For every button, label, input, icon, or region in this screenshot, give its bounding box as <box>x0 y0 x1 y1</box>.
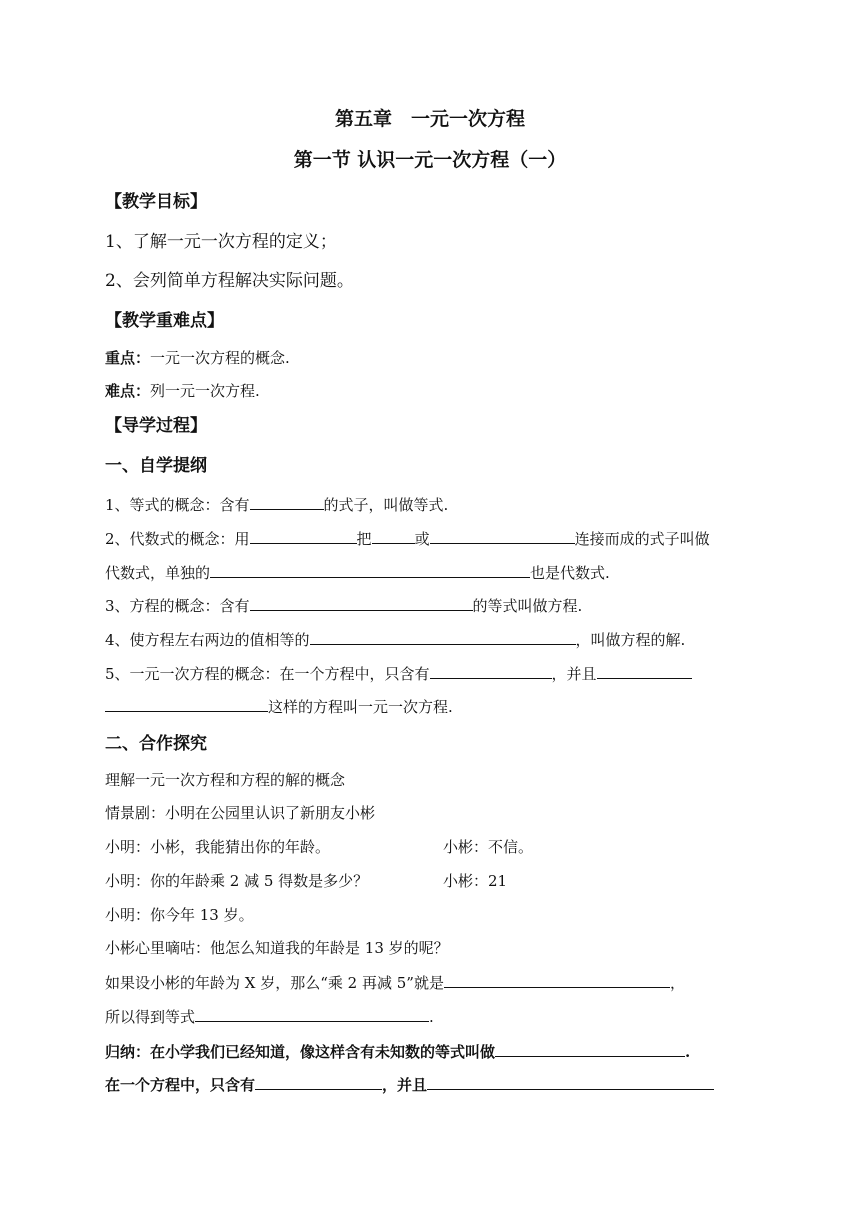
dialogue-5 <box>105 972 685 993</box>
question-1-text-a: 1、等式的概念：含有 <box>105 496 250 514</box>
answer-blank[interactable] <box>195 1006 429 1022</box>
question-2-text-d: 连接而成的式子叫做 <box>574 530 710 548</box>
dialogue-5-text-a: 如果设小彬的年龄为 X 岁，那么“乘 2 再减 5”就是 <box>105 974 444 992</box>
answer-blank[interactable] <box>250 528 357 544</box>
difficulty-text: 列一元一次方程. <box>150 382 260 400</box>
dialogue-2-right: 小彬：21 <box>443 872 508 890</box>
question-2-text-a: 2、代数式的概念：用 <box>105 530 250 548</box>
answer-blank[interactable] <box>255 1074 382 1090</box>
answer-blank[interactable] <box>430 528 575 544</box>
key-point-label: 重点： <box>105 349 151 367</box>
question-2-text-f: 也是代数式. <box>530 564 610 582</box>
goal-item-1: 1、了解一元一次方程的定义； <box>105 232 337 252</box>
dialogue-1-right: 小彬：不信。 <box>443 838 534 856</box>
question-4-text-a: 4、使方程左右两边的值相等的 <box>105 631 310 649</box>
dialogue-1-left: 小明：小彬，我能猜出你的年龄。 <box>105 838 331 856</box>
answer-blank[interactable] <box>310 629 576 645</box>
dialogue-5-text-b: ， <box>669 974 685 992</box>
dialogue-3: 小明：你今年 13 岁。 <box>105 906 254 924</box>
dialogue-6 <box>105 1006 434 1027</box>
answer-blank[interactable] <box>250 595 473 611</box>
question-3-text-a: 3、方程的概念：含有 <box>105 597 250 615</box>
answer-blank[interactable] <box>210 562 530 578</box>
summary-2-text-a: 在一个方程中，只含有 <box>105 1076 256 1094</box>
question-2 <box>105 528 710 549</box>
explore-intro: 理解一元一次方程和方程的解的概念 <box>105 771 346 789</box>
summary-2-text-b: ，并且 <box>382 1076 428 1094</box>
question-1 <box>105 494 448 515</box>
self-study-heading: 一、自学提纲 <box>105 456 207 476</box>
key-point-text: 一元一次方程的概念. <box>150 349 290 367</box>
difficulty-label: 难点： <box>105 382 151 400</box>
summary-1-text-b: . <box>685 1043 691 1061</box>
question-5-cont <box>105 696 453 717</box>
dialogue-4: 小彬心里嘀咕：他怎么知道我的年龄是 13 岁的呢？ <box>105 939 449 957</box>
question-1-text-b: 的式子，叫做等式. <box>323 496 449 514</box>
chapter-title: 第五章 一元一次方程 <box>334 108 525 130</box>
question-5-text-a: 5、一元一次方程的概念：在一个方程中，只含有 <box>105 665 430 683</box>
question-3-text-b: 的等式叫做方程. <box>472 597 583 615</box>
question-2-text-e: 代数式，单独的 <box>105 564 211 582</box>
question-5-text-b: ，并且 <box>551 665 597 683</box>
answer-blank[interactable] <box>597 663 692 679</box>
dialogue-2-left: 小明：你的年龄乘 2 减 5 得数是多少？ <box>105 872 369 890</box>
question-5 <box>105 663 692 684</box>
question-5-text-c: 这样的方程叫一元一次方程. <box>268 698 453 716</box>
question-4-text-b: ，叫做方程的解. <box>575 631 686 649</box>
summary-1 <box>105 1041 690 1062</box>
summary-2 <box>105 1074 714 1095</box>
dialogue-6-text-a: 所以得到等式 <box>105 1008 196 1026</box>
key-point-line <box>105 348 290 368</box>
answer-blank[interactable] <box>430 663 552 679</box>
question-2-text-b: 把 <box>356 530 372 548</box>
summary-1-text-a: 归纳：在小学我们已经知道，像这样含有未知数的等式叫做 <box>105 1043 496 1061</box>
explore-scene: 情景剧：小明在公园里认识了新朋友小彬 <box>105 804 376 822</box>
question-2-text-c: 或 <box>414 530 430 548</box>
answer-blank[interactable] <box>427 1074 714 1090</box>
process-heading: 【导学过程】 <box>105 416 207 436</box>
answer-blank[interactable] <box>105 696 268 712</box>
question-3 <box>105 595 582 616</box>
answer-blank[interactable] <box>250 494 324 510</box>
goal-item-2: 2、会列简单方程解决实际问题。 <box>105 271 354 291</box>
explore-heading: 二、合作探究 <box>105 734 207 754</box>
dialogue-6-text-b: . <box>429 1008 434 1026</box>
section-title: 第一节 认识一元一次方程（一） <box>293 149 567 171</box>
answer-blank[interactable] <box>495 1041 685 1057</box>
difficulty-line <box>105 381 260 401</box>
goals-heading: 【教学目标】 <box>105 192 207 212</box>
keypoints-heading: 【教学重难点】 <box>105 311 224 331</box>
answer-blank[interactable] <box>444 972 670 988</box>
answer-blank[interactable] <box>372 528 415 544</box>
question-4 <box>105 629 685 650</box>
question-2-cont <box>105 562 610 583</box>
